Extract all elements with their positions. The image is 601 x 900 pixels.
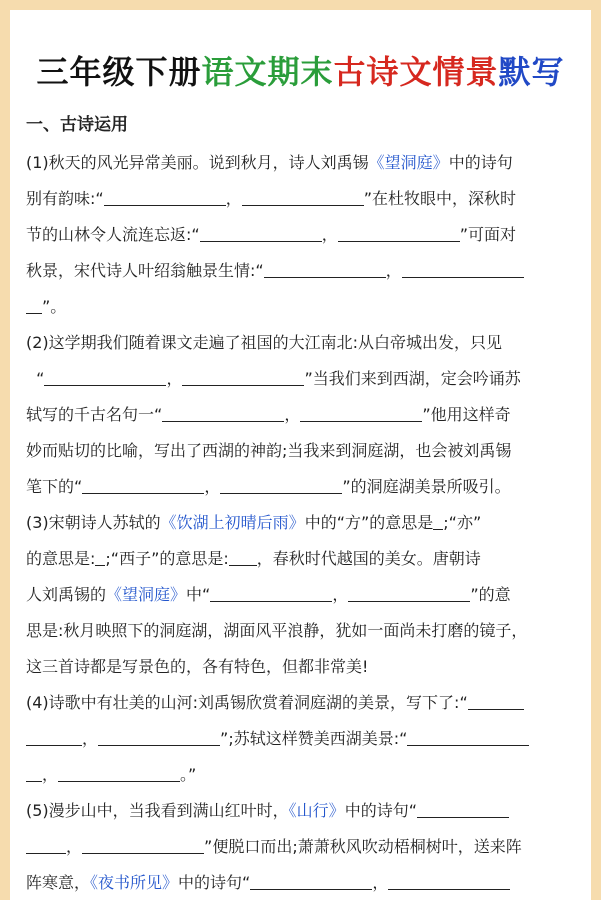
q5-line-2: ， ”便脱口而出;萧萧秋风吹动梧桐树叶，送来阵 xyxy=(26,836,522,858)
answer-blank[interactable] xyxy=(95,549,105,566)
answer-blank[interactable] xyxy=(402,261,524,278)
answer-blank[interactable] xyxy=(26,837,66,854)
answer-blank[interactable] xyxy=(98,729,220,746)
q4-line-2: ， ”;苏轼这样赞美西湖美景:“ xyxy=(26,728,529,750)
answer-blank[interactable] xyxy=(264,261,386,278)
answer-blank[interactable] xyxy=(182,369,304,386)
q2-line-2: “ ， ”当我们来到西湖，定会吟诵苏 xyxy=(26,369,521,388)
worksheet-page xyxy=(10,10,591,900)
answer-blank[interactable] xyxy=(210,585,332,602)
answer-blank[interactable] xyxy=(229,549,257,566)
q2-line-3: 轼写的千古名句一“ ， ”他用这样奇 xyxy=(26,405,511,424)
title-part-grade: 三年级下册 xyxy=(36,53,202,91)
q2-line-4: 妙而贴切的比喻，写出了西湖的神韵;当我来到洞庭湖，也会被刘禹锡 xyxy=(26,441,512,460)
answer-blank[interactable] xyxy=(104,189,226,206)
q5-line-3: 阵寒意，《夜书所见》中的诗句“ ， xyxy=(26,872,510,894)
answer-blank[interactable] xyxy=(468,693,524,710)
q3-line-5: 这三首诗都是写景色的，各有特色，但都非常美! xyxy=(26,657,369,676)
q4-line-1: (4)诗歌中有壮美的山河:刘禹锡欣赏着洞庭湖的美景，写下了:“ xyxy=(26,692,524,714)
book-title: 《夜书所见》 xyxy=(90,873,179,892)
answer-blank[interactable] xyxy=(58,765,180,782)
answer-blank[interactable] xyxy=(433,513,443,530)
q1-line-4: 秋景，宋代诗人叶绍翁触景生情:“ ， xyxy=(26,260,524,282)
book-title: 《饮湖上初晴后雨》 xyxy=(160,513,305,532)
answer-blank[interactable] xyxy=(220,477,342,494)
answer-blank[interactable] xyxy=(26,729,82,746)
answer-blank[interactable] xyxy=(242,189,364,206)
answer-blank[interactable] xyxy=(26,297,42,314)
q1-line-5: ”。 xyxy=(26,296,66,318)
q1-line-3: 节的山林令人流连忘返:“ ， ”可面对 xyxy=(26,225,517,244)
q5-line-1: (5)漫步山中，当我看到满山红叶时，《山行》中的诗句“ xyxy=(26,800,509,822)
section-heading: 一、古诗运用 xyxy=(26,115,128,135)
book-title: 《望洞庭》 xyxy=(368,153,449,172)
answer-blank[interactable] xyxy=(200,225,322,242)
title-part-subject: 语文期末 xyxy=(201,53,334,91)
answer-blank[interactable] xyxy=(300,405,422,422)
q4-line-3: ， 。” xyxy=(26,764,196,786)
answer-blank[interactable] xyxy=(250,873,372,890)
answer-blank[interactable] xyxy=(338,225,460,242)
answer-blank[interactable] xyxy=(26,765,42,782)
q3-line-4: 思是:秋月映照下的洞庭湖，湖面风平浪静，犹如一面尚未打磨的镜子， xyxy=(26,621,528,640)
title-part-topic: 古诗文情景 xyxy=(333,53,499,91)
answer-blank[interactable] xyxy=(407,729,529,746)
q3-line-2: 的意思是: ;“西子”的意思是: ，春秋时代越国的美女。唐朝诗 xyxy=(26,549,481,568)
answer-blank[interactable] xyxy=(162,405,284,422)
answer-blank[interactable] xyxy=(348,585,470,602)
page-title xyxy=(10,52,591,92)
book-title: 《山行》 xyxy=(288,801,345,820)
answer-blank[interactable] xyxy=(44,369,166,386)
answer-blank[interactable] xyxy=(82,837,204,854)
title-part-task: 默写 xyxy=(498,53,565,91)
q2-line-1: (2)这学期我们随着课文走遍了祖国的大江南北:从白帝城出发，只见 xyxy=(26,333,503,352)
q3-line-1: (3)宋朝诗人苏轼的《饮湖上初晴后雨》中的“方”的意思是 ;“亦” xyxy=(26,513,482,532)
answer-blank[interactable] xyxy=(82,477,204,494)
q3-line-3: 人刘禹锡的《望洞庭》中“ ， ”的意 xyxy=(26,585,511,604)
q1-line-2: 别有韵味:“ ， ”在杜牧眼中，深秋时 xyxy=(26,189,517,208)
book-title: 《望洞庭》 xyxy=(106,585,187,604)
answer-blank[interactable] xyxy=(417,801,509,818)
answer-blank[interactable] xyxy=(388,873,510,890)
q2-line-5: 笔下的“ ， ”的洞庭湖美景所吸引。 xyxy=(26,477,511,496)
q1-line-1: (1)秋天的风光异常美丽。说到秋月，诗人刘禹锡《望洞庭》中的诗句 xyxy=(26,153,513,172)
